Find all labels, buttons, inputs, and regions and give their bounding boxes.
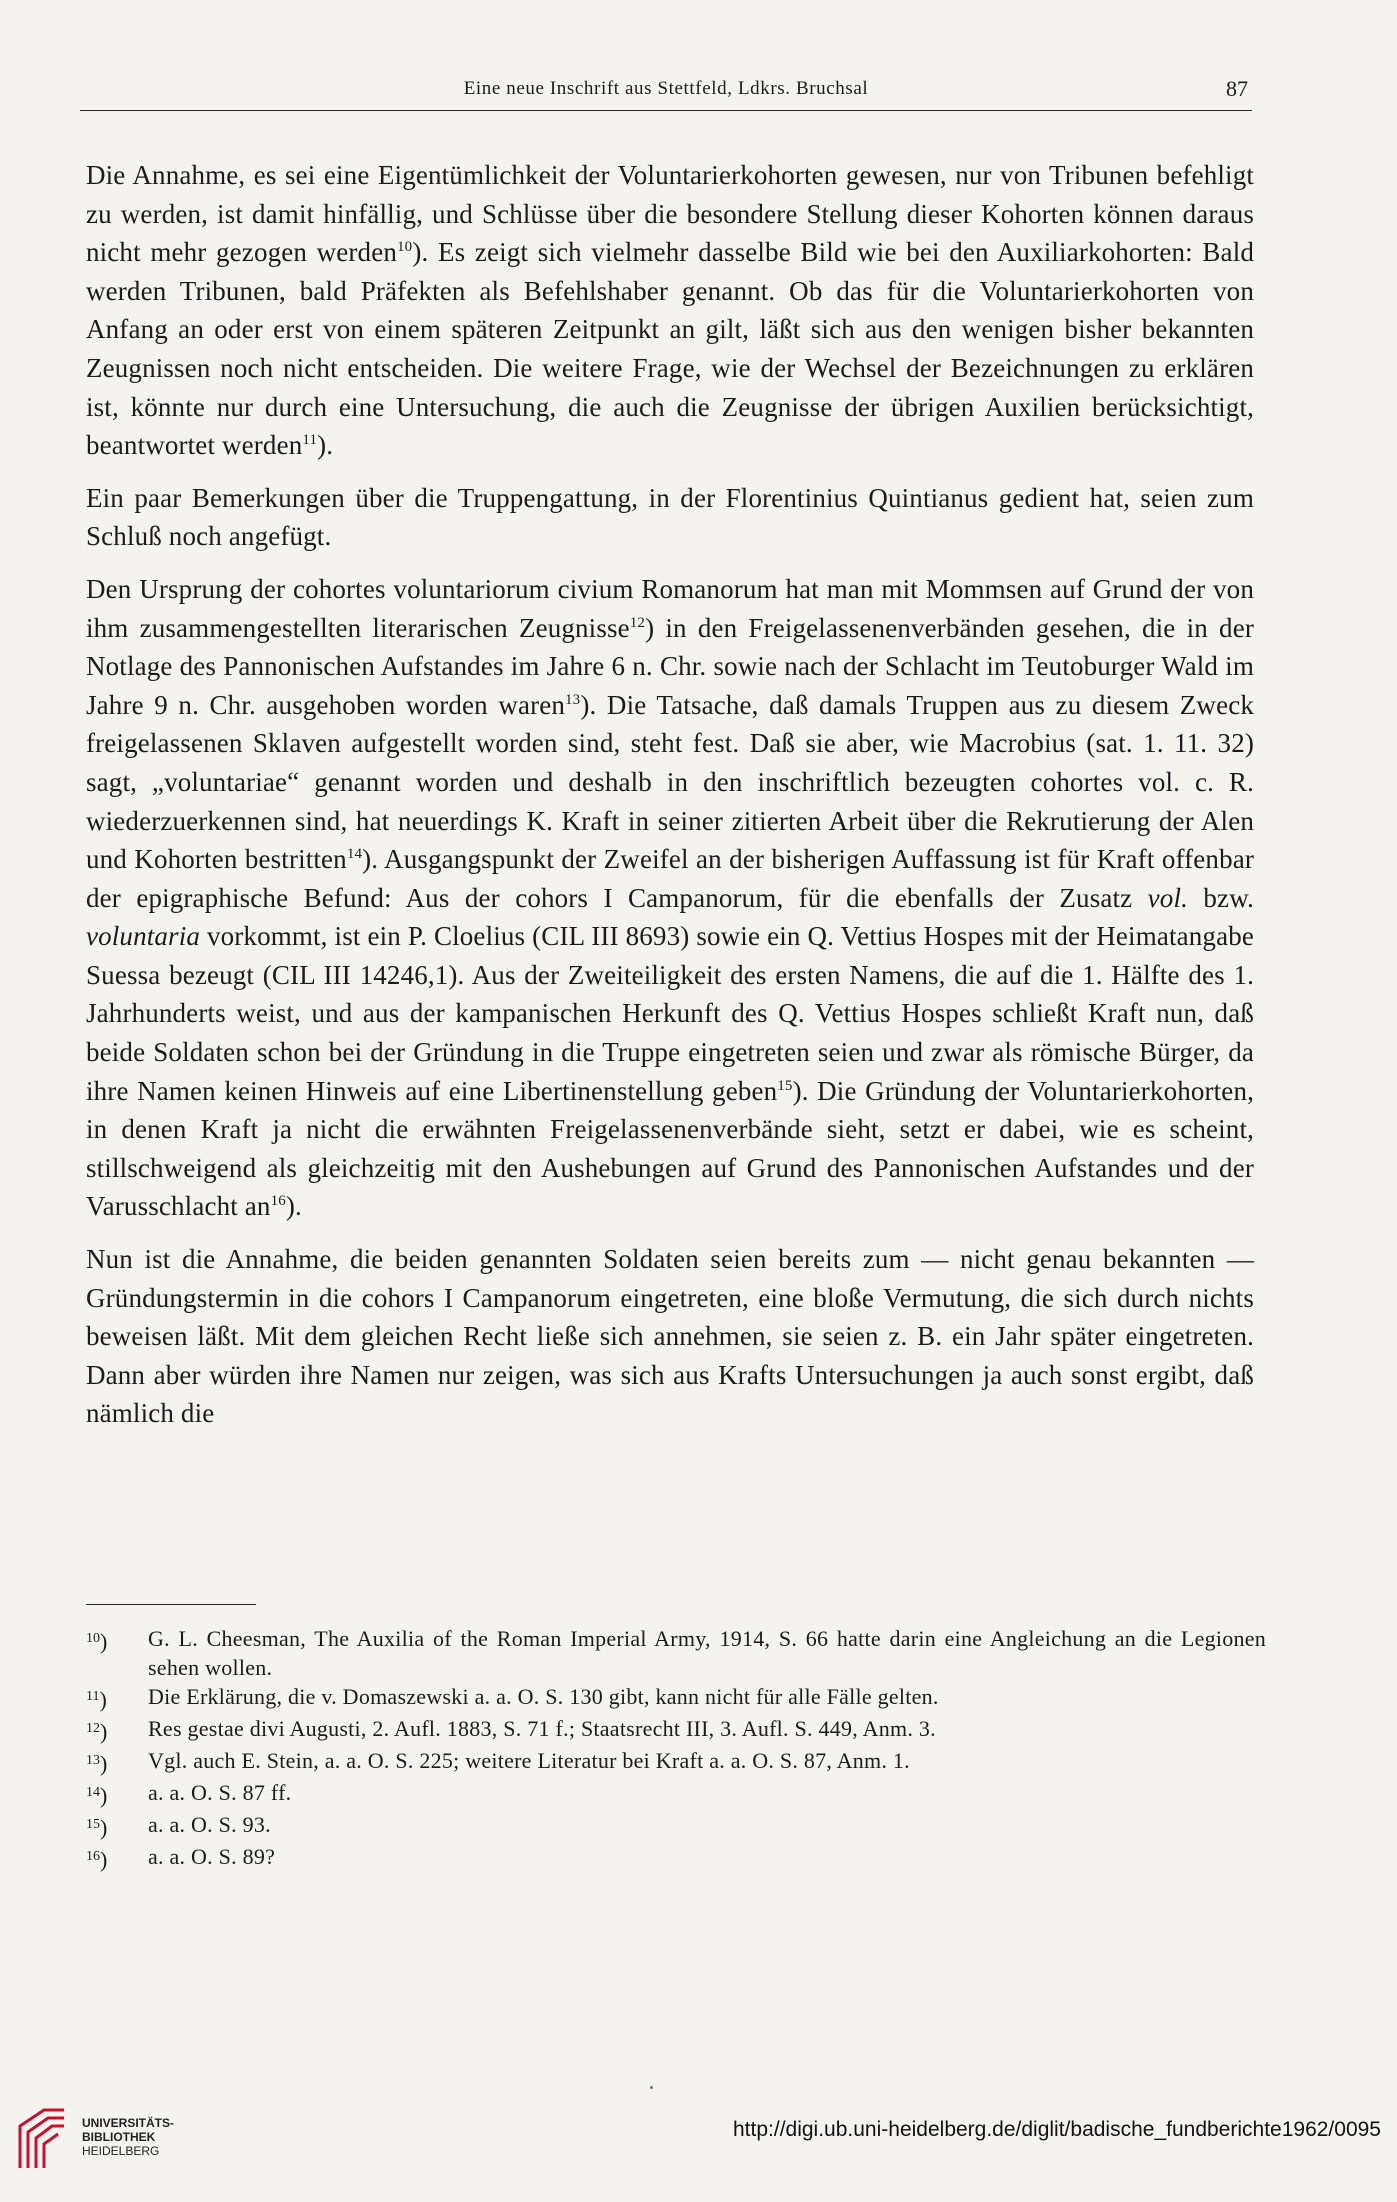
footnote-ref-12[interactable]: 12 bbox=[629, 614, 646, 631]
body-text bbox=[86, 156, 1254, 1447]
paragraph-2: Ein paar Bemerkungen über die Truppengattung, in der Florentinius Quintianus gedient hat, seien zum Schluß noch angefügt. bbox=[86, 482, 1254, 552]
footnote-ref-16[interactable]: 16 bbox=[270, 1193, 286, 1210]
italic-term: vol. bbox=[1147, 882, 1189, 913]
page-number: 87 bbox=[1226, 76, 1248, 101]
footnote-ref-14[interactable]: 14 bbox=[346, 846, 363, 863]
footnote-item: $^{12}$) Res gestae divi Augusti, 2. Aufl. 1883, S. 71 f.; Staatsrecht III, 3. Aufl. S. 449, Anm. 3. bbox=[86, 1716, 936, 1744]
source-url-link[interactable]: http://digi.ub.uni-heidelberg.de/diglit/badische_fundberichte1962/0095 bbox=[733, 2118, 1381, 2141]
library-logo-icon bbox=[14, 2104, 70, 2174]
footnotes bbox=[86, 1624, 1266, 1874]
footnote-item: $^{15}$) a. a. O. S. 93. bbox=[86, 1812, 271, 1840]
footnote-item: $^{14}$) a. a. O. S. 87 ff. bbox=[86, 1780, 292, 1808]
footnote-item: $^{13}$) Vgl. auch E. Stein, a. a. O. S. 225; weitere Literatur bei Kraft a. a. O. S. 87, Anm. 1. bbox=[86, 1748, 910, 1776]
paragraph-1: Die Annahme, es sei eine Eigentümlichkeit der Voluntarierkohorten gewesen, nur von Tribunen befehligt zu werden, ist damit hinfällig, und Schlüsse über die besondere Stellung dieser Kohorten können daraus nicht mehr gezogen werden$^{10}$). Es zeigt sich vielmehr dasselbe Bild wie bei den Auxiliarkohorten: Bald werden Tribunen, bald Präfekten als Befehlshaber genannt. Ob das für die Voluntarierkohorten von Anfang an oder erst von einem späteren Zeitpunkt an gilt, läßt sich aus den wenigen bisher bekannten Zeugnissen noch nicht entscheiden. Die weitere Frage, wie der Wechsel der Bezeichnungen zu erklären ist, könnte nur durch eine Untersuchung, die auch die Zeugnisse der übrigen Auxilien berücksichtigt, beantwortet werden$^{11}$). bbox=[86, 160, 1254, 461]
footnote-ref-15[interactable]: 15 bbox=[777, 1077, 793, 1094]
paragraph-4: Nun ist die Annahme, die beiden genannten Soldaten seien bereits zum — nicht genau bekannten — Gründungstermin in die cohors I Campanorum eingetreten, eine bloße Vermutung, die sich durch nichts beweisen läßt. Mit dem gleichen Recht ließe sich annehmen, sie seien z. B. ein Jahr später eingetreten. Dann aber würden ihre Namen nur zeigen, was sich aus Krafts Untersuchungen ja auch sonst ergibt, daß nämlich die bbox=[86, 1244, 1254, 1429]
italic-term: voluntaria bbox=[86, 921, 200, 952]
footnote-ref-13[interactable]: 13 bbox=[565, 691, 581, 708]
scan-speck bbox=[650, 2086, 653, 2089]
footnote-item: $^{11}$) Die Erklärung, die v. Domaszewski a. a. O. S. 130 gibt, kann nicht für alle Fälle gelten. bbox=[86, 1684, 939, 1712]
footnote-ref-11[interactable]: 11 bbox=[302, 432, 318, 449]
footnote-item: $^{10}$) G. L. Cheesman, The Auxilia of the Roman Imperial Army, 1914, S. 66 hatte darin eine Angleichung an die Legionen sehen wollen. bbox=[86, 1626, 1266, 1680]
footnote-item: $^{16}$) a. a. O. S. 89? bbox=[86, 1844, 276, 1872]
paragraph-3: Den Ursprung der cohortes voluntariorum civium Romanorum hat man mit Mommsen auf Grund der von ihm zusammengestellten literarischen Zeugnisse$^{12}$) in den Freigelassenenverbänden gesehen, die in der Notlage des Pannonischen Aufstandes im Jahre 6 n. Chr. sowie nach der Schlacht im Teutoburger Wald im Jahre 9 n. Chr. ausgehoben worden waren$^{13}$). Die Tatsache, daß damals Truppen aus zu diesem Zweck freigelassenen Sklaven aufgestellt worden sind, steht fest. Daß sie aber, wie Macrobius (sat. 1. 11. 32) sagt, „voluntariae“ genannt worden und deshalb in den inschriftlich bezeugten cohortes vol. c. R. wiederzuerkennen sind, hat neuerdings K. Kraft in seiner zitierten Arbeit über die Rekrutierung der Alen und Kohorten bestritten$^{14}$). Ausgangspunkt der Zweifel an der bisherigen Auffassung ist für Kraft offenbar der epigraphische Befund: Aus der cohors I Campanorum, für die ebenfalls der Zusatz vol. bzw. voluntaria vorkommt, ist ein P. Cloelius (CIL III 8693) sowie ein Q. Vettius Hospes mit der Heimatangabe Suessa bezeugt (CIL III 14246,1). Aus der Zweiteiligkeit des ersten Namens, die auf die 1. Hälfte des 1. Jahrhunderts weist, und aus der kampanischen Herkunft des Q. Vettius Hospes schließt Kraft nun, daß beide Soldaten schon bei der Gründung in die Truppe eingetreten seien und zwar als römische Bürger, da ihre Namen keinen Hinweis auf eine Libertinenstellung geben$^{15}$). Die Gründung der Voluntarierkohorten, in denen Kraft ja nicht die erwähnten Freigelassenenverbände sieht, setzt er dabei, wie es scheint, stillschweigend als gleichzeitig mit den Aushebungen auf Grund des Pannonischen Aufstandes und der Varusschlacht $an^{16}$). bbox=[86, 573, 1254, 1222]
footnote-divider bbox=[86, 1604, 256, 1605]
page-header bbox=[80, 70, 1252, 111]
running-title: Eine neue Inschrift aus Stettfeld, Ldkrs. Bruchsal bbox=[463, 78, 869, 99]
library-logo[interactable] bbox=[14, 2104, 204, 2174]
library-logo-text: UNIVERSITÄTS- BIBLIOTHEK HEIDELBERG bbox=[82, 2116, 175, 2158]
footnote-ref-10[interactable]: 10 bbox=[397, 239, 413, 256]
